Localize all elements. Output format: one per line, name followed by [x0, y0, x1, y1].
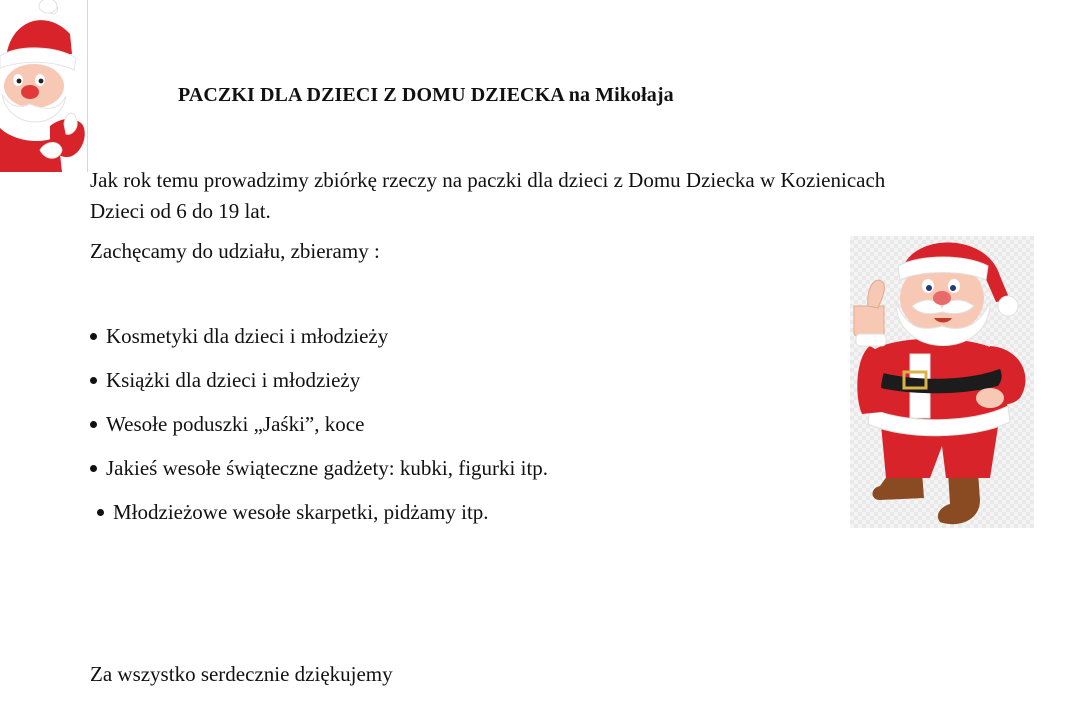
bullet-icon — [90, 465, 97, 472]
collection-item-list — [90, 322, 548, 542]
list-item-text: Książki dla dzieci i młodzieży — [106, 368, 361, 392]
list-item — [90, 322, 548, 366]
closing-text: Za wszystko serdecznie dziękujemy — [90, 662, 393, 686]
bullet-icon — [90, 377, 97, 384]
list-item — [90, 366, 548, 410]
list-item-text: Wesołe poduszki „Jaśki”, koce — [106, 412, 365, 436]
santa-peeking-icon — [0, 0, 88, 172]
bullet-icon — [90, 333, 97, 340]
intro-line-2: Dzieci od 6 do 19 lat. — [90, 199, 271, 223]
list-item-text: Jakieś wesołe świąteczne gadżety: kubki, figurki itp. — [106, 456, 549, 480]
santa-side-image — [850, 236, 1034, 528]
list-item — [90, 498, 548, 542]
bullet-icon — [90, 421, 97, 428]
list-item-text: Młodzieżowe wesołe skarpetki, pidżamy itp. — [113, 500, 489, 524]
call-to-action: Zachęcamy do udziału, zbieramy : — [90, 239, 380, 263]
list-item-text: Kosmetyki dla dzieci i młodzieży — [106, 324, 389, 348]
santa-corner-image — [0, 0, 88, 172]
list-item — [90, 410, 548, 454]
santa-thumbs-up-icon — [850, 236, 1034, 528]
intro-line-1: Jak rok temu prowadzimy zbiórkę rzeczy na paczki dla dzieci z Domu Dziecka w Kozienicach — [90, 168, 886, 192]
image-edge-divider — [87, 0, 88, 172]
document-title: PACZKI DLA DZIECI Z DOMU DZIECKA na Mikołaja — [178, 84, 674, 106]
bullet-icon — [97, 509, 104, 516]
list-item — [90, 454, 548, 498]
